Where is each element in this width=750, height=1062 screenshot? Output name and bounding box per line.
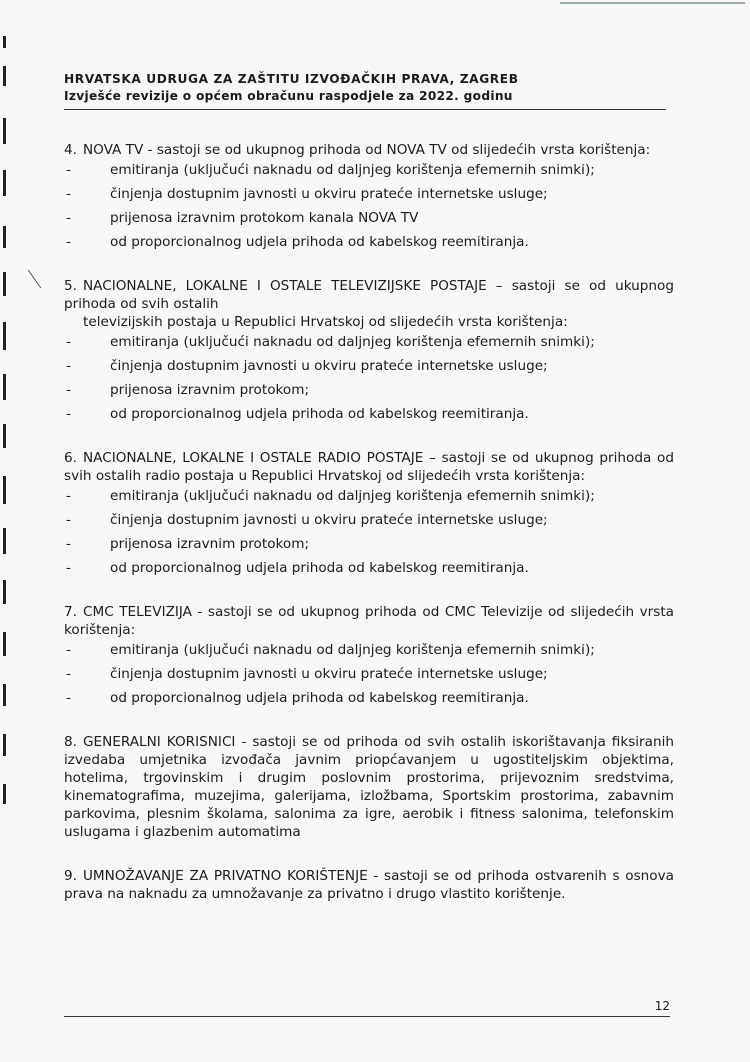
- dash-bullet: -: [66, 488, 71, 504]
- page-number: 12: [654, 999, 670, 1013]
- section-title: CMC TELEVIZIJA - sastoji se od ukupnog prihoda od CMC Televizije od slijedećih vrsta korištenja:: [64, 604, 674, 638]
- dash-bullet: -: [66, 358, 71, 374]
- top-edge-line: [560, 2, 745, 4]
- binder-hole-mark: [3, 66, 6, 86]
- document-body: [64, 141, 674, 929]
- section-heading: [64, 733, 674, 841]
- footer-divider: [64, 1016, 670, 1017]
- dash-bullet: -: [66, 690, 71, 706]
- binder-hole-mark: [3, 322, 6, 350]
- usage-list: [64, 333, 674, 423]
- list-item-text: prijenosa izravnim protokom;: [110, 382, 310, 398]
- dash-bullet: -: [66, 186, 71, 202]
- binder-hole-mark: [3, 170, 6, 196]
- list-item-text: činjenja dostupnim javnosti u okviru prateće internetske usluge;: [110, 512, 548, 528]
- binder-hole-mark: [3, 632, 6, 656]
- section-title: UMNOŽAVANJE ZA PRIVATNO KORIŠTENJE - sastoji se od prihoda ostvarenih s osnova prava na naknadu za umnožavanje za privatno i drugo vlastito korištenje.: [64, 868, 674, 902]
- section-number: 9.: [64, 868, 77, 884]
- binder-hole-mark: [3, 374, 6, 400]
- section-number: 5.: [64, 278, 77, 294]
- binder-hole-mark: [3, 272, 6, 296]
- list-item: [64, 689, 674, 707]
- section-title: GENERALNI KORISNICI - sastoji se od prihoda od svih ostalih iskorištavanja fiksiranih izvedaba umjetnika izvođača javnim priopćavanjem u ugostiteljskim objektima, hotelima, trgovinskim i drugim poslovnim prostorima, prijevoznim sredstvima, kinematografima, muzejima, galerijama, izložbama, Sportskim prostorima, zabavnim parkovima, plesnim školama, salonima za igre, aerobik i fitness salonima, telefonskim uslugama i glazbenim automatima: [64, 734, 674, 840]
- section-9: [64, 867, 674, 903]
- section-number: 8.: [64, 734, 77, 750]
- list-item-text: emitiranja (uključući naknadu od daljnjeg korištenja efemernih snimki);: [110, 642, 595, 658]
- section-heading: [64, 141, 674, 159]
- dash-bullet: -: [66, 666, 71, 682]
- section-5: [64, 277, 674, 423]
- list-item-text: činjenja dostupnim javnosti u okviru prateće internetske usluge;: [110, 358, 548, 374]
- list-item-text: emitiranja (uključući naknadu od daljnjeg korištenja efemernih snimki);: [110, 488, 595, 504]
- binder-hole-mark: [3, 226, 6, 248]
- binder-hole-mark: [3, 734, 6, 756]
- section-title: NACIONALNE, LOKALNE I OSTALE RADIO POSTAJE – sastoji se od ukupnog prihoda od svih ostalih radio postaja u Republici Hrvatskoj od slijedećih vrsta korištenja:: [64, 450, 674, 484]
- usage-list: [64, 487, 674, 577]
- list-item-text: emitiranja (uključući naknadu od daljnjeg korištenja efemernih snimki);: [110, 334, 595, 350]
- section-continuation: televizijskih postaja u Republici Hrvatskoj od slijedećih vrsta korištenja:: [83, 314, 568, 330]
- list-item-text: činjenja dostupnim javnosti u okviru prateće internetske usluge;: [110, 666, 548, 682]
- dash-bullet: -: [66, 642, 71, 658]
- section-6: [64, 449, 674, 577]
- section-4: [64, 141, 674, 251]
- usage-list: [64, 161, 674, 251]
- list-item: [64, 665, 674, 683]
- section-heading: [64, 603, 674, 639]
- organization-name: HRVATSKA UDRUGA ZA ZAŠTITU IZVOĐAČKIH PRAVA, ZAGREB: [64, 72, 519, 86]
- section-title: NOVA TV - sastoji se od ukupnog prihoda od NOVA TV od slijedećih vrsta korištenja:: [82, 142, 651, 158]
- dash-bullet: -: [66, 334, 71, 350]
- section-number: 6.: [64, 450, 77, 466]
- dash-bullet: -: [66, 234, 71, 250]
- list-item: [64, 381, 674, 399]
- dash-bullet: -: [66, 536, 71, 552]
- list-item: [64, 559, 674, 577]
- document-header: [64, 71, 674, 104]
- header-divider: [64, 109, 666, 110]
- report-subtitle: Izvješće revizije o općem obračunu raspodjele za 2022. godinu: [64, 89, 513, 103]
- list-item-text: emitiranja (uključući naknadu od daljnjeg korištenja efemernih snimki);: [110, 162, 595, 178]
- dash-bullet: -: [66, 560, 71, 576]
- binder-hole-mark: [3, 528, 6, 554]
- list-item-text: od proporcionalnog udjela prihoda od kabelskog reemitiranja.: [110, 234, 529, 250]
- binder-hole-mark: [3, 36, 6, 48]
- list-item: [64, 233, 674, 251]
- list-item-text: od proporcionalnog udjela prihoda od kabelskog reemitiranja.: [110, 406, 529, 422]
- list-item-text: prijenosa izravnim protokom kanala NOVA TV: [110, 210, 419, 226]
- section-8: [64, 733, 674, 841]
- list-item: [64, 333, 674, 351]
- usage-list: [64, 641, 674, 707]
- binder-hole-mark: [3, 476, 6, 504]
- section-7: [64, 603, 674, 707]
- section-number: 4.: [64, 142, 77, 158]
- dash-bullet: -: [66, 382, 71, 398]
- section-heading: [64, 867, 674, 903]
- section-title: NACIONALNE, LOKALNE I OSTALE TELEVIZIJSKE POSTAJE – sastoji se od ukupnog prihoda od svih ostalih: [64, 278, 674, 312]
- section-number: 7.: [64, 604, 77, 620]
- list-item: [64, 511, 674, 529]
- dash-bullet: -: [66, 210, 71, 226]
- section-heading: [64, 449, 674, 485]
- list-item: [64, 161, 674, 179]
- list-item: [64, 535, 674, 553]
- list-item: [64, 641, 674, 659]
- list-item: [64, 185, 674, 203]
- binder-hole-mark: [3, 784, 6, 804]
- dash-bullet: -: [66, 406, 71, 422]
- list-item: [64, 405, 674, 423]
- list-item: [64, 357, 674, 375]
- dash-bullet: -: [66, 512, 71, 528]
- scan-artifact: [28, 270, 41, 289]
- dash-bullet: -: [66, 162, 71, 178]
- binder-hole-mark: [3, 684, 6, 706]
- binder-hole-mark: [3, 580, 6, 604]
- section-heading: [64, 277, 674, 313]
- list-item: [64, 209, 674, 227]
- list-item-text: od proporcionalnog udjela prihoda od kabelskog reemitiranja.: [110, 560, 529, 576]
- binder-hole-mark: [3, 424, 6, 448]
- list-item-text: prijenosa izravnim protokom;: [110, 536, 310, 552]
- list-item-text: činjenja dostupnim javnosti u okviru prateće internetske usluge;: [110, 186, 548, 202]
- list-item: [64, 487, 674, 505]
- binder-hole-mark: [3, 118, 6, 144]
- list-item-text: od proporcionalnog udjela prihoda od kabelskog reemitiranja.: [110, 690, 529, 706]
